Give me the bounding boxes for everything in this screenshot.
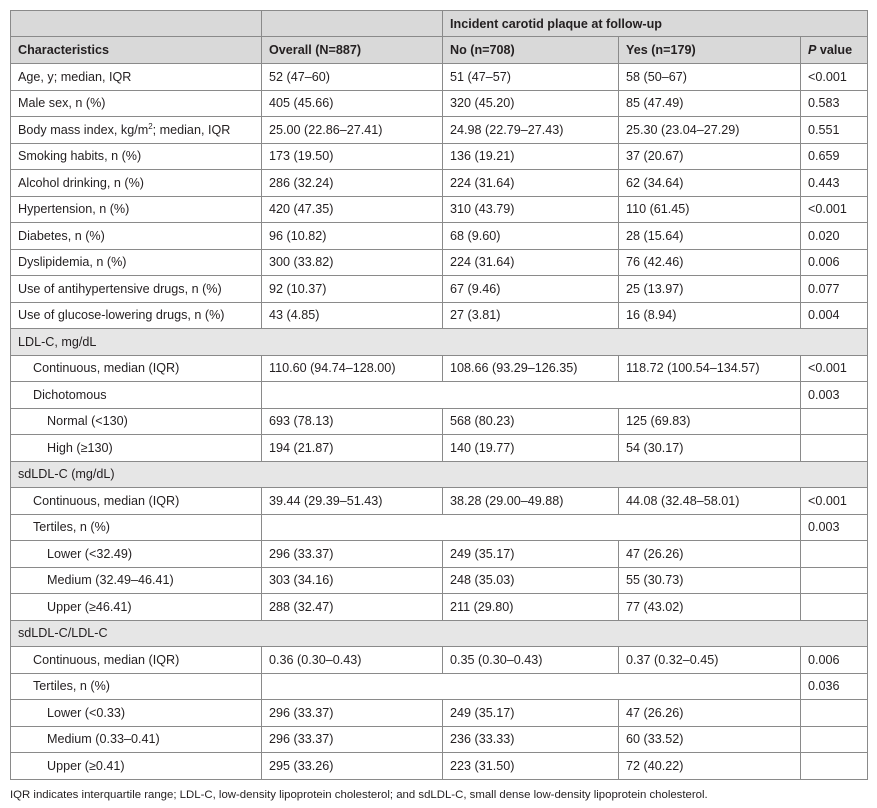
p-value-suffix: value [816, 43, 853, 57]
cell-overall: 0.36 (0.30–0.43) [262, 647, 443, 674]
cell-p-value: 0.551 [801, 117, 868, 144]
row-label: Smoking habits, n (%) [11, 143, 262, 170]
cell-p-value: <0.001 [801, 64, 868, 91]
cell-no: 568 (80.23) [443, 408, 619, 435]
cell-yes: 16 (8.94) [619, 302, 801, 329]
cell-overall: 296 (33.37) [262, 700, 443, 727]
table-row [11, 249, 868, 276]
cell-no: 249 (35.17) [443, 700, 619, 727]
cell-no: 51 (47–57) [443, 64, 619, 91]
cell-no: 223 (31.50) [443, 753, 619, 780]
cell-overall: 295 (33.26) [262, 753, 443, 780]
cell-no: 249 (35.17) [443, 541, 619, 568]
table-row [11, 196, 868, 223]
group-header: Incident carotid plaque at follow-up [443, 11, 868, 37]
cell-p-value [801, 408, 868, 435]
cell-no: 224 (31.64) [443, 170, 619, 197]
cell-no: 108.66 (93.29–126.35) [443, 355, 619, 382]
row-label: High (≥130) [11, 435, 262, 462]
cell-overall: 194 (21.87) [262, 435, 443, 462]
cell-yes: 60 (33.52) [619, 726, 801, 753]
table-row [11, 541, 868, 568]
cell-overall: 296 (33.37) [262, 541, 443, 568]
table-row [11, 435, 868, 462]
cell-p-value: 0.077 [801, 276, 868, 303]
cell-p-value: 0.006 [801, 249, 868, 276]
cell-yes: 85 (47.49) [619, 90, 801, 117]
row-label: Dyslipidemia, n (%) [11, 249, 262, 276]
cell-no: 68 (9.60) [443, 223, 619, 250]
section-label: sdLDL-C (mg/dL) [11, 461, 868, 488]
cell-overall: 288 (32.47) [262, 594, 443, 621]
table-row [11, 382, 868, 409]
cell-yes: 54 (30.17) [619, 435, 801, 462]
cell-no: 136 (19.21) [443, 143, 619, 170]
cell-no: 67 (9.46) [443, 276, 619, 303]
cell-p-value [801, 567, 868, 594]
row-label: Medium (32.49–46.41) [11, 567, 262, 594]
cell-yes: 62 (34.64) [619, 170, 801, 197]
cell-overall: 405 (45.66) [262, 90, 443, 117]
cell-yes: 110 (61.45) [619, 196, 801, 223]
cell-yes: 47 (26.26) [619, 541, 801, 568]
table-row [11, 170, 868, 197]
cell-p-value: 0.003 [801, 514, 868, 541]
cell-yes: 77 (43.02) [619, 594, 801, 621]
row-label: Use of glucose-lowering drugs, n (%) [11, 302, 262, 329]
row-label: Diabetes, n (%) [11, 223, 262, 250]
table-row [11, 223, 868, 250]
table-body [11, 64, 868, 780]
cell-overall: 296 (33.37) [262, 726, 443, 753]
row-label: Continuous, median (IQR) [11, 355, 262, 382]
cell-yes: 125 (69.83) [619, 408, 801, 435]
row-label: Continuous, median (IQR) [11, 647, 262, 674]
cell-p-value: 0.036 [801, 673, 868, 700]
table-row [11, 647, 868, 674]
column-header-overall: Overall (N=887) [262, 37, 443, 64]
cell-no: 0.35 (0.30–0.43) [443, 647, 619, 674]
cell-overall: 303 (34.16) [262, 567, 443, 594]
empty-cell [262, 514, 801, 541]
cell-overall: 300 (33.82) [262, 249, 443, 276]
table-row [11, 594, 868, 621]
cell-p-value: 0.443 [801, 170, 868, 197]
table-row [11, 673, 868, 700]
table-row [11, 143, 868, 170]
empty-cell [262, 382, 801, 409]
row-label: Tertiles, n (%) [11, 514, 262, 541]
superscript-two: 2 [148, 121, 153, 131]
cell-p-value: <0.001 [801, 355, 868, 382]
cell-p-value [801, 435, 868, 462]
cell-p-value: 0.020 [801, 223, 868, 250]
cell-yes: 44.08 (32.48–58.01) [619, 488, 801, 515]
row-label: Age, y; median, IQR [11, 64, 262, 91]
section-row [11, 620, 868, 647]
row-label: Lower (<32.49) [11, 541, 262, 568]
section-label: sdLDL-C/LDL-C [11, 620, 868, 647]
table-row [11, 567, 868, 594]
cell-overall: 286 (32.24) [262, 170, 443, 197]
section-label: LDL-C, mg/dL [11, 329, 868, 356]
cell-yes: 55 (30.73) [619, 567, 801, 594]
cell-overall: 420 (47.35) [262, 196, 443, 223]
row-label: Body mass index, $kg/m^2$; median, IQR [11, 117, 262, 144]
header-row-group [11, 11, 868, 37]
cell-overall: 92 (10.37) [262, 276, 443, 303]
cell-p-value [801, 541, 868, 568]
cell-yes: 47 (26.26) [619, 700, 801, 727]
table-row [11, 488, 868, 515]
column-header-yes: Yes (n=179) [619, 37, 801, 64]
row-label: Use of antihypertensive drugs, n (%) [11, 276, 262, 303]
table-row [11, 302, 868, 329]
row-label: Normal (<130) [11, 408, 262, 435]
cell-overall: 43 (4.85) [262, 302, 443, 329]
row-label: Tertiles, n (%) [11, 673, 262, 700]
row-label: Upper (≥0.41) [11, 753, 262, 780]
cell-overall: 96 (10.82) [262, 223, 443, 250]
cell-no: 236 (33.33) [443, 726, 619, 753]
header-empty-cell [262, 11, 443, 37]
row-label: Medium (0.33–0.41) [11, 726, 262, 753]
table-row [11, 408, 868, 435]
section-row [11, 329, 868, 356]
cell-no: 211 (29.80) [443, 594, 619, 621]
row-label: Upper (≥46.41) [11, 594, 262, 621]
row-label: Hypertension, n (%) [11, 196, 262, 223]
table-row [11, 117, 868, 144]
cell-no: 248 (35.03) [443, 567, 619, 594]
cell-p-value: 0.583 [801, 90, 868, 117]
cell-no: 24.98 (22.79–27.43) [443, 117, 619, 144]
cell-p-value: 0.003 [801, 382, 868, 409]
table-row [11, 276, 868, 303]
cell-p-value [801, 594, 868, 621]
column-header-no: No (n=708) [443, 37, 619, 64]
row-label: Lower (<0.33) [11, 700, 262, 727]
row-label: Continuous, median (IQR) [11, 488, 262, 515]
cell-p-value: <0.001 [801, 488, 868, 515]
column-header-characteristics: Characteristics [11, 37, 262, 64]
table-footnote: IQR indicates interquartile range; LDL-C, low-density lipoprotein cholesterol; and sdLDL-C, small dense low-density lipoprotein cholesterol. [10, 789, 708, 801]
cell-yes: 28 (15.64) [619, 223, 801, 250]
header-empty-cell [11, 11, 262, 37]
cell-overall: 693 (78.13) [262, 408, 443, 435]
cell-p-value [801, 726, 868, 753]
cell-p-value: 0.006 [801, 647, 868, 674]
cell-p-value [801, 700, 868, 727]
cell-yes: 25 (13.97) [619, 276, 801, 303]
cell-p-value [801, 753, 868, 780]
table-row [11, 726, 868, 753]
cell-overall: 52 (47–60) [262, 64, 443, 91]
table-row [11, 64, 868, 91]
cell-overall: 173 (19.50) [262, 143, 443, 170]
table-row [11, 753, 868, 780]
cell-yes: 118.72 (100.54–134.57) [619, 355, 801, 382]
table-row [11, 90, 868, 117]
cell-no: 140 (19.77) [443, 435, 619, 462]
table-row [11, 514, 868, 541]
cell-overall: 110.60 (94.74–128.00) [262, 355, 443, 382]
cell-yes: 72 (40.22) [619, 753, 801, 780]
section-row [11, 461, 868, 488]
cell-yes: 0.37 (0.32–0.45) [619, 647, 801, 674]
header-row-columns [11, 37, 868, 64]
cell-yes: 76 (42.46) [619, 249, 801, 276]
cell-no: 320 (45.20) [443, 90, 619, 117]
baseline-characteristics-table [10, 10, 868, 780]
cell-no: 27 (3.81) [443, 302, 619, 329]
cell-no: 38.28 (29.00–49.88) [443, 488, 619, 515]
cell-no: 310 (43.79) [443, 196, 619, 223]
cell-overall: 39.44 (29.39–51.43) [262, 488, 443, 515]
cell-no: 224 (31.64) [443, 249, 619, 276]
row-label: Alcohol drinking, n (%) [11, 170, 262, 197]
cell-p-value: 0.004 [801, 302, 868, 329]
empty-cell [262, 673, 801, 700]
table-row [11, 700, 868, 727]
cell-overall: 25.00 (22.86–27.41) [262, 117, 443, 144]
cell-yes: 58 (50–67) [619, 64, 801, 91]
cell-p-value: 0.659 [801, 143, 868, 170]
row-label: Male sex, n (%) [11, 90, 262, 117]
cell-p-value: <0.001 [801, 196, 868, 223]
cell-yes: 25.30 (23.04–27.29) [619, 117, 801, 144]
row-label: Dichotomous [11, 382, 262, 409]
p-italic: P [808, 43, 817, 57]
column-header-p-value [801, 37, 868, 64]
cell-yes: 37 (20.67) [619, 143, 801, 170]
table-row [11, 355, 868, 382]
